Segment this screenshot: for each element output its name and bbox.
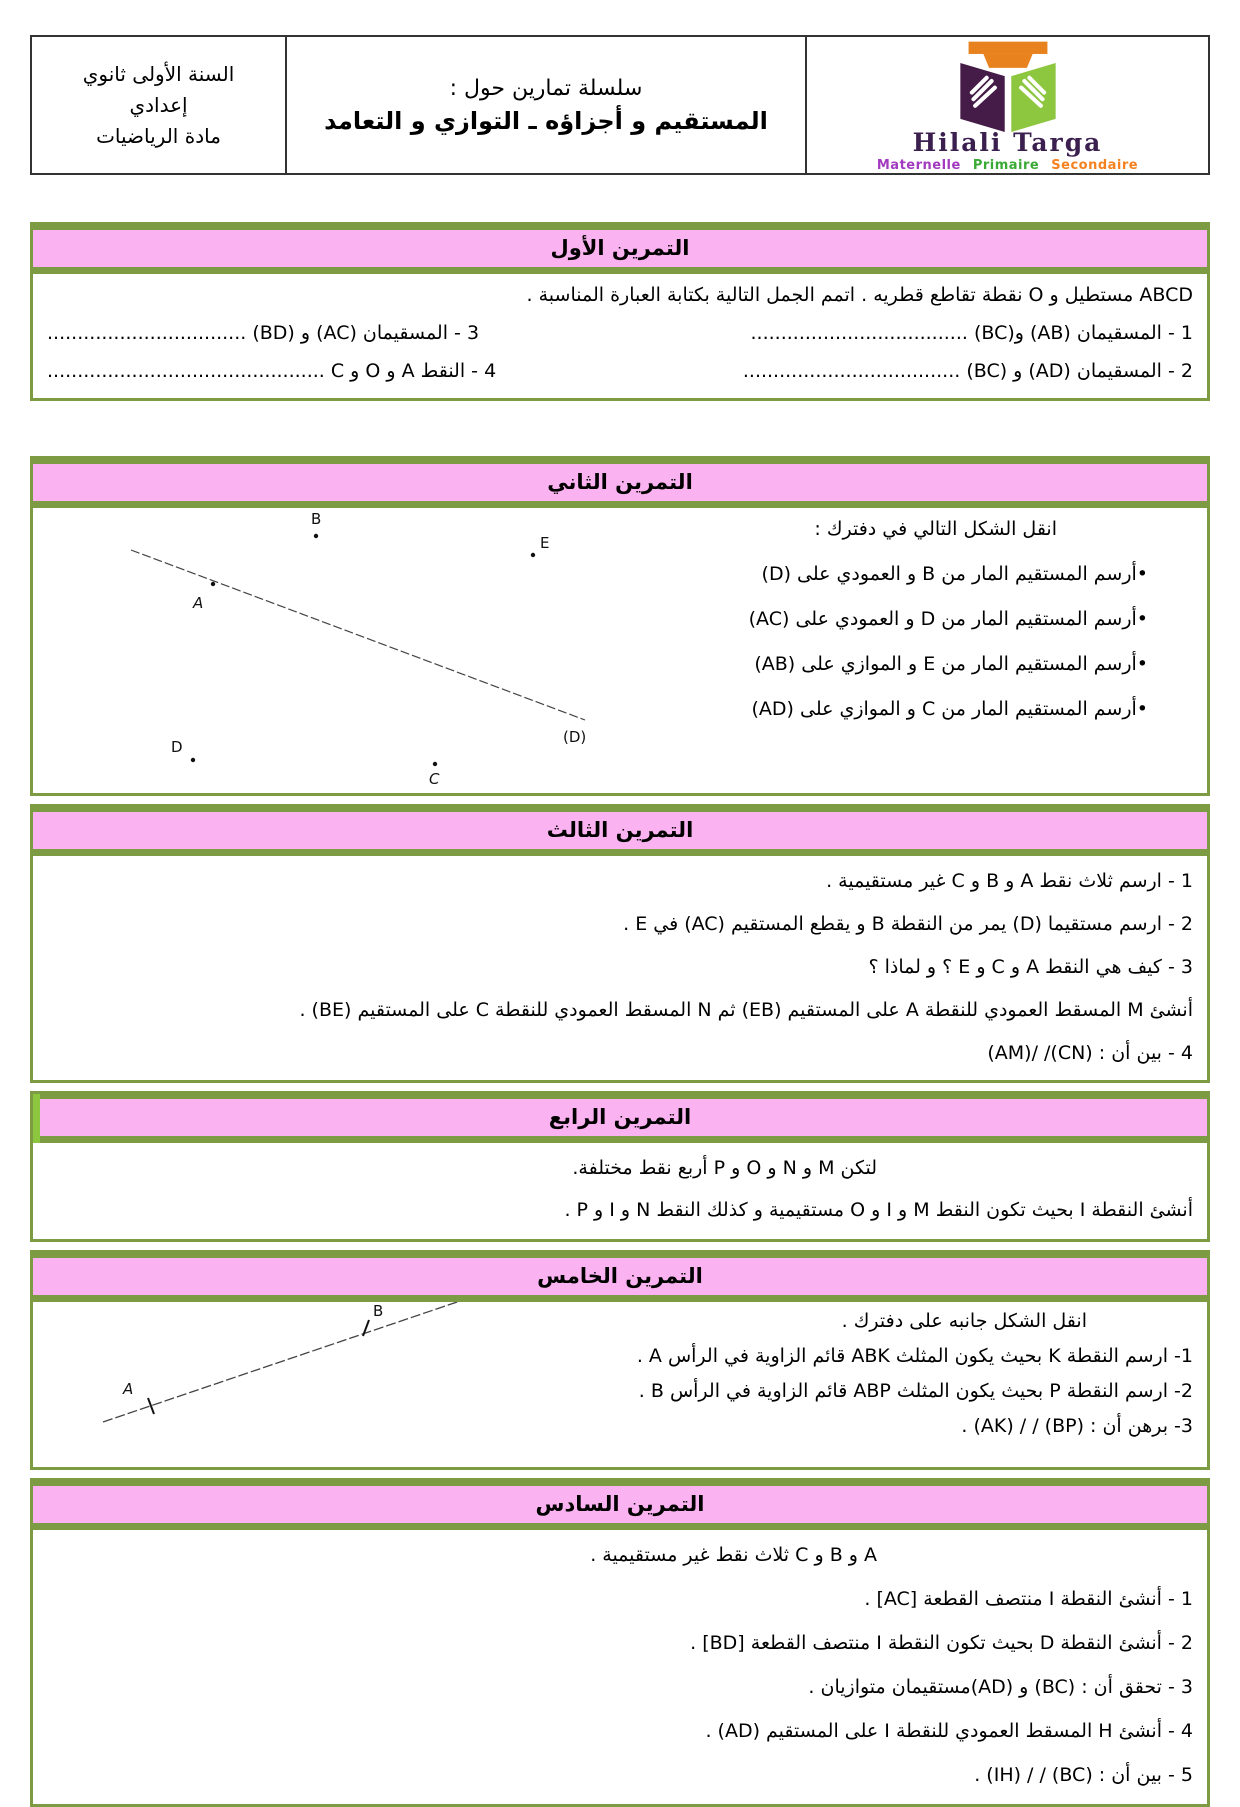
exercise-6-section (30, 1478, 1210, 1807)
series-title-box (287, 37, 807, 173)
fill-item-3: 3 - المسقيمان ‎(AC)‎ و ‎(BD)‎ ................................. (47, 322, 480, 344)
exercise-4-line-2: أنشئ النقطة I بحيث تكون النقط M و I و O مستقيمية و كذلك النقط N و I و P . (564, 1199, 1193, 1221)
exercise-1-header (33, 225, 1207, 274)
school-info-box (32, 37, 287, 173)
worksheet-page (0, 35, 1240, 1807)
exercise-5-section (30, 1250, 1210, 1470)
logo-subtitle-maternelle: Maternelle (876, 157, 961, 173)
exercise-4-header (33, 1094, 1207, 1143)
point-label-A: A (193, 594, 204, 612)
exercise-2-header (33, 459, 1207, 508)
fill-item-2: 2 - المسقيمان ‎(AD)‎ و ‎(BC)‎ .................................... (742, 360, 1193, 382)
point-A (211, 582, 215, 586)
point-label-B: B (311, 510, 322, 528)
exercise-6-title: التمرين السادس (535, 1492, 705, 1516)
exercise-3-section (30, 804, 1210, 1083)
exercise-3-line-4: أنشئ M المسقط العمودي للنقطة A على المستقيم ‎(EB)‎ ثم N المسقط العمودي للنقطة C على المستقيم ‎(BE)‎ . (299, 999, 1193, 1021)
exercise-1-intro: ABCD مستطيل و O نقطة تقاطع قطريه . اتمم الجمل التالية بكتابة العبارة المناسبة . (526, 284, 1193, 306)
fill-in-row-2 (33, 360, 1207, 382)
line-D (131, 550, 585, 720)
exercise-2-figure (63, 508, 623, 793)
exercise-3-header (33, 807, 1207, 856)
exercise-4-body (33, 1143, 1207, 1239)
exercise-3-title: التمرين الثالث (546, 818, 694, 842)
info-level-line: السنة الأولى ثانوي (82, 61, 235, 86)
fill-item-4: 4 - النقط A و O و C .............................................. (47, 360, 497, 382)
exercise-2-bullet-1: •أرسم المستقيم المار من B و العمودي على ‎(D)‎ (761, 563, 1148, 585)
exercise-6-line-2: 2 - أنشئ النقطة D بحيث تكون النقطة I منتصف القطعة ‎[BD]‎ . (690, 1632, 1193, 1654)
point-label-C: C (429, 770, 440, 788)
left-edge-mark (33, 1094, 40, 1143)
logo-box (807, 37, 1208, 173)
info-subject-line: مادة الرياضيات (96, 123, 221, 148)
exercise-2-body (33, 508, 1207, 793)
exercise-3-line-2: 2 - ارسم مستقيما ‎(D)‎ يمر من النقطة B و يقطع المستقيم ‎(AC)‎ في E . (623, 913, 1193, 935)
exercise-2-bullet-2: •أرسم المستقيم المار من D و العمودي على ‎(AC)‎ (748, 608, 1148, 630)
exercise-2-bullet-3: •أرسم المستقيم المار من E و الموازي على ‎(AB)‎ (754, 653, 1148, 675)
exercise-3-body (33, 856, 1207, 1080)
info-cycle-line: إعدادي (129, 92, 188, 117)
exercise-5-line-2: 2- ارسم النقطة P بحيث يكون المثلث ABP قائم الزاوية في الرأس B . (638, 1380, 1193, 1402)
point-label-A: A (123, 1380, 134, 1398)
point-D (191, 758, 195, 762)
exercise-2-title: التمرين الثاني (547, 470, 693, 494)
logo-subtitle (877, 158, 1138, 173)
exercise-2-bullet-4: •أرسم المستقيم المار من C و الموازي على ‎(AD)‎ (751, 698, 1148, 720)
exercise-5-line-3: 3- برهن أن : ‎(AK) / / (BP)‎ . (961, 1415, 1193, 1437)
exercise-5-title: التمرين الخامس (537, 1264, 703, 1288)
logo-subtitle-secondaire: Secondaire (1051, 157, 1139, 173)
exercise-6-line-3: 3 - تحقق أن : ‎(BC)‎ و ‎(AD)‎مستقيمان متوازيان . (808, 1676, 1193, 1698)
open-book-icon (960, 63, 1055, 132)
fill-item-1: 1 - المسقيمان ‎(AB)‎ و‎(BC)‎ .................................... (750, 322, 1193, 344)
exercise-5-body (33, 1302, 1207, 1467)
hilali-targa-logo-icon (898, 40, 1118, 132)
exercise-1-section (30, 222, 1210, 401)
exercise-4-title: التمرين الرابع (548, 1105, 692, 1129)
point-label-E: E (540, 534, 550, 552)
exercise-6-body (33, 1530, 1207, 1804)
tick-B (363, 1320, 369, 1336)
exercise-4-section (30, 1091, 1210, 1242)
point-label-D: D (171, 738, 183, 756)
series-title-line: سلسلة تمارين حول : (449, 75, 643, 101)
exercise-3-line-5: 4 - بين أن : ‎(AM)/ /(CN)‎ (987, 1042, 1193, 1064)
header-table (30, 35, 1210, 175)
exercise-2-intro: انقل الشكل التالي في دفترك : (814, 518, 1057, 540)
exercise-6-line-4: 4 - أنشئ H المسقط العمودي للنقطة I على المستقيم ‎(AD)‎ . (705, 1720, 1193, 1742)
exercise-5-header (33, 1253, 1207, 1302)
exercise-3-line-3: 3 - كيف هي النقط A و C و E ؟ و لماذا ؟ (868, 956, 1193, 978)
exercise-3-line-1: 1 - ارسم ثلاث نقط A و B و C غير مستقيمية . (826, 870, 1193, 892)
point-C (433, 762, 437, 766)
exercise-6-header (33, 1481, 1207, 1530)
exercise-5-figure (63, 1302, 513, 1467)
point-B (314, 534, 318, 538)
exercise-5-intro: انقل الشكل جانبه على دفترك . (841, 1310, 1087, 1332)
graduation-cap-icon (968, 41, 1047, 67)
series-subject-line: المستقيم و أجزاؤه ـ التوازي و التعامد (324, 106, 768, 135)
exercise-5-line-1: 1- ارسم النقطة K بحيث يكون المثلث ABK قائم الزاوية في الرأس A . (636, 1345, 1193, 1367)
point-E (531, 553, 535, 557)
exercise-1-body (33, 274, 1207, 398)
line-AB (103, 1302, 463, 1422)
exercise-2-section (30, 456, 1210, 796)
fill-in-row-1 (33, 322, 1207, 344)
line-label-D: (D) (563, 728, 587, 746)
exercise-6-line-1: 1 - أنشئ النقطة I منتصف القطعة ‎[AC]‎ . (864, 1588, 1193, 1610)
point-label-B: B (373, 1302, 384, 1320)
logo-title: Hilali Targa (912, 127, 1103, 157)
exercise-6-intro: A و B و C ثلاث نقط غير مستقيمية . (590, 1544, 877, 1566)
exercise-6-line-5: 5 - بين أن : ‎(IH) / / (BC)‎ . (974, 1764, 1193, 1786)
exercise-4-line-1: لتكن M و N و O و P أربع نقط مختلفة. (572, 1157, 877, 1179)
exercise-1-title: التمرين الأول (550, 236, 690, 260)
logo-subtitle-primaire: Primaire (972, 157, 1040, 173)
